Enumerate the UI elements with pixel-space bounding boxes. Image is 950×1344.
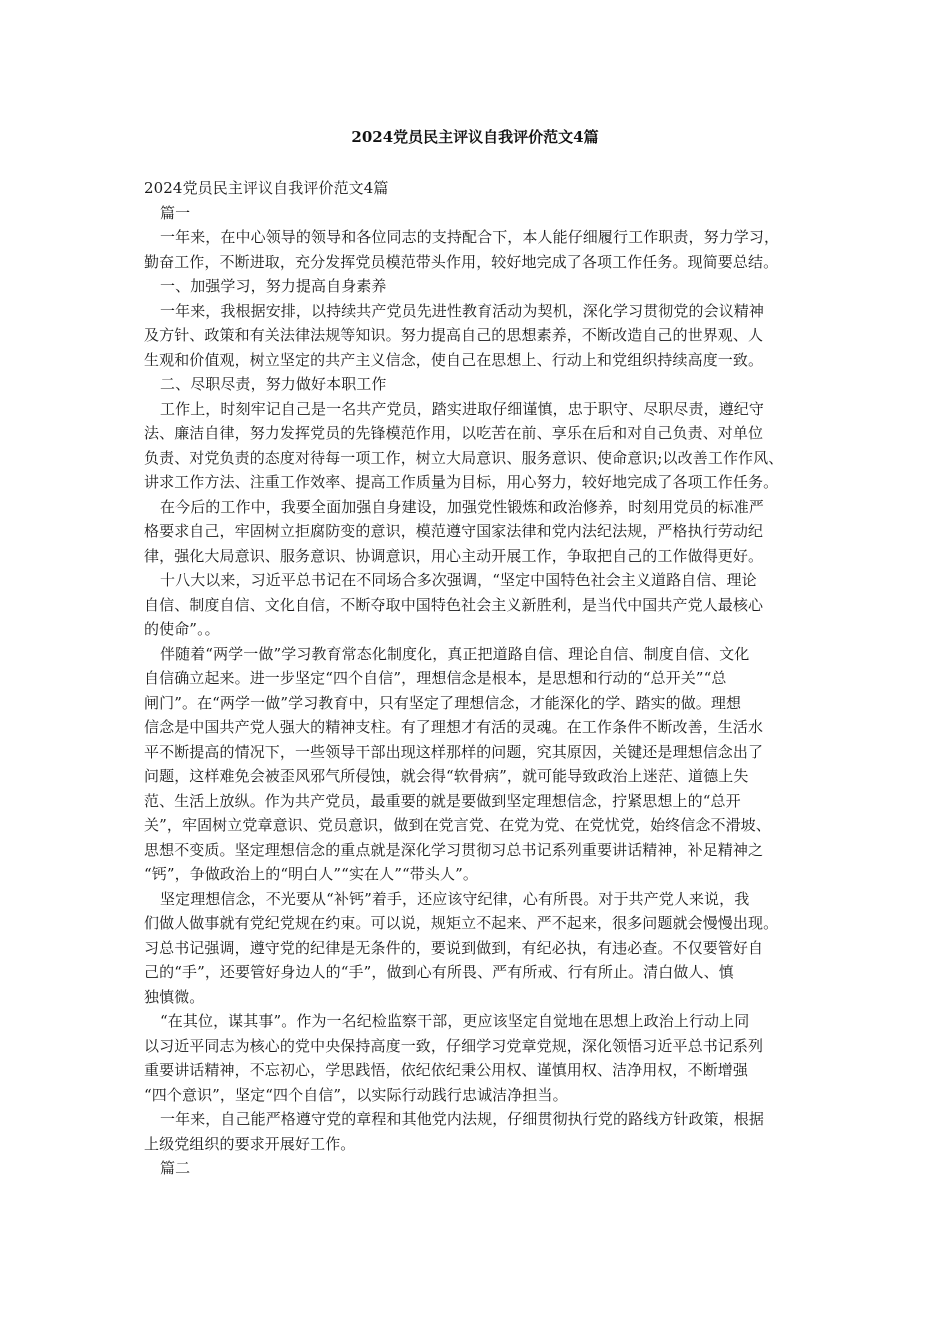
text-line: 自信确立起来。进一步坚定“四个自信”，理想信念是根本，是思想和行动的“总开关”“总	[144, 669, 727, 687]
text-line: 法、廉洁自律，努力发挥党员的先锋模范作用，以吃苦在前、享乐在后和对自己负责、对单位	[144, 424, 764, 442]
text-line: 及方针、政策和有关法律法规等知识。努力提高自己的思想素养，不断改造自己的世界观、人	[144, 326, 764, 344]
text-line: 一年来，在中心领导的领导和各位同志的支持配合下，本人能仔细履行工作职责，努力学习，	[160, 228, 780, 246]
text-line: 篇一	[160, 203, 191, 222]
text-line: 勤奋工作，不断进取，充分发挥党员模范带头作用，较好地完成了各项工作任务。现简要总结。	[144, 252, 779, 271]
text-line: 一、加强学习，努力提高自身素养	[160, 277, 387, 295]
text-line: 信念是中国共产党人强大的精神支柱。有了理想才有活的灵魂。在工作条件不断改善，生活水	[144, 718, 764, 736]
text-line: 习总书记强调，遵守党的纪律是无条件的，要说到做到，有纪必执，有违必查。不仅要管好自	[144, 938, 764, 957]
text-line: 己的“手”，还要管好身边人的“手”，做到心有所畏、严有所戒、行有所止。清白做人、慎	[144, 963, 734, 981]
text-line: 工作上，时刻牢记自己是一名共产党员，踏实进取仔细谨慎，忠于职守、尽职尽责，遵纪守	[160, 399, 765, 418]
text-line: 自信、制度自信、文化自信，不断夺取中国特色社会主义新胜利，是当代中国共产党人最核心	[144, 595, 764, 614]
text-line: 十八大以来，习近平总书记在不同场合多次强调，“坚定中国特色社会主义道路自信、理论	[160, 571, 757, 589]
text-line: 二、尽职尽责，努力做好本职工作	[160, 375, 387, 393]
text-line: 平不断提高的情况下，一些领导干部出现这样那样的问题，究其原因，关键还是理想信念出了	[144, 742, 764, 761]
text-line: 以习近平同志为核心的党中央保持高度一致，仔细学习党章党规，深化领悟习近平总书记系列	[144, 1036, 764, 1055]
text-line: 负责、对党负责的态度对待每一项工作，树立大局意识、服务意识、使命意识;以改善工作作风、	[144, 448, 784, 467]
text-line: 伴随着“两学一做”学习教育常态化制度化，真正把道路自信、理论自信、制度自信、文化	[160, 644, 750, 663]
text-line: 问题，这样难免会被歪风邪气所侵蚀，就会得“软骨病”，就可能导致政治上迷茫、道德上失	[144, 767, 749, 785]
text-line: 范、生活上放纵。作为共产党员，最重要的就是要做到坚定理想信念，拧紧思想上的“总开	[144, 791, 741, 810]
text-line: “四个意识”，坚定“四个自信”，以实际行动践行忠诚洁净担当。	[144, 1085, 568, 1104]
text-line: “在其位，谋其事”。作为一名纪检监察干部，更应该坚定自觉地在思想上政治上行动上同	[160, 1012, 750, 1030]
text-line: 坚定理想信念，不光要从“补钙”着手，还应该守纪律，心有所畏。对于共产党人来说，我	[160, 889, 750, 908]
text-line: 重要讲话精神，不忘初心，学思践悟，依纪依纪秉公用权、谨慎用权、洁净用权，不断增强	[144, 1061, 749, 1079]
text-line: 2024党员民主评议自我评价范文4篇	[144, 179, 389, 197]
text-line: 一年来，我根据安排，以持续共产党员先进性教育活动为契机，深化学习贯彻党的会议精神	[160, 301, 765, 320]
text-line: 一年来，自己能严格遵守党的章程和其他党内法规，仔细贯彻执行党的路线方针政策，根据	[160, 1110, 765, 1128]
text-line: 关”，牢固树立党章意识、党员意识，做到在党言党、在党为党、在党忧党，始终信念不滑坡、	[144, 816, 771, 834]
document-body	[144, 176, 814, 1181]
text-line: 生观和价值观，树立坚定的共产主义信念，使自己在思想上、行动上和党组织持续高度一致。	[144, 350, 764, 369]
text-line: 篇二	[160, 1159, 191, 1177]
text-line: 讲求工作方法、注重工作效率、提高工作质量为目标，用心努力，较好地完成了各项工作任务。	[144, 473, 779, 491]
text-line: 闸门”。在“两学一做”学习教育中，只有坚定了理想信念，才能深化的学、踏实的做。理想	[144, 693, 742, 712]
text-line: 律，强化大局意识、服务意识、协调意识，用心主动开展工作，争取把自己的工作做得更好。	[144, 546, 764, 565]
text-line: “钙”，争做政治上的“明白人”“实在人”“带头人”。	[144, 865, 478, 883]
text-line: 们做人做事就有党纪党规在约束。可以说，规矩立不起来、严不起来，很多问题就会慢慢出现。	[144, 914, 779, 932]
document-title: 2024党员民主评议自我评价范文4篇	[351, 128, 599, 146]
text-line: 格要求自己，牢固树立拒腐防变的意识，模范遵守国家法律和党内法纪法规，严格执行劳动纪	[144, 522, 764, 540]
text-line: 的使命”。。	[144, 620, 220, 638]
text-line: 上级党组织的要求开展好工作。	[144, 1134, 356, 1153]
text-line: 思想不变质。坚定理想信念的重点就是深化学习贯彻习总书记系列重要讲话精神，补足精神之	[144, 840, 764, 859]
text-line: 在今后的工作中，我要全面加强自身建设，加强党性锻炼和政治修养，时刻用党员的标准严	[160, 497, 765, 516]
text-line: 独慎微。	[144, 987, 205, 1006]
